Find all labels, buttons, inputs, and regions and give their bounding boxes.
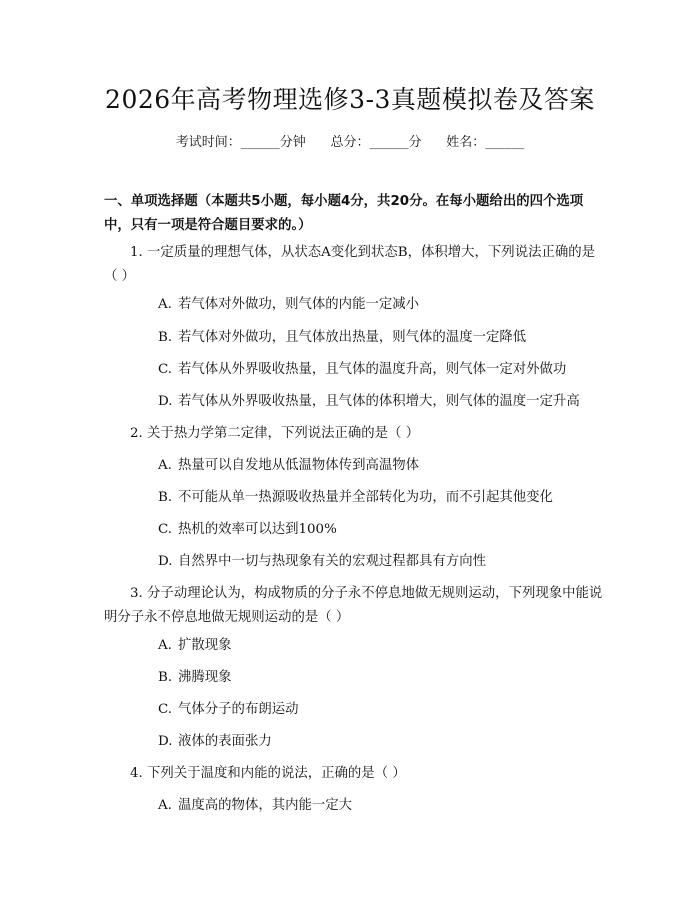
option-text: 气体分子的布朗运动	[178, 702, 299, 717]
option-letter: A.	[158, 798, 172, 813]
option-letter: B.	[158, 330, 173, 345]
exam-title: 2026年高考物理选修3-3真题模拟卷及答案	[105, 85, 595, 114]
option-text: 不可能从单一热源吸收热量并全部转化为功，而不引起其他变化	[178, 490, 553, 505]
question-4-stem: 4. 下列关于温度和内能的说法，正确的是（ ）	[130, 766, 406, 781]
option-text: 若气体对外做功，且气体放出热量，则气体的温度一定降低	[178, 330, 527, 345]
option-text: 热量可以自发地从低温物体传到高温物体	[178, 458, 420, 473]
option-letter: C.	[158, 522, 173, 537]
exam-meta-line: 考试时间：______分钟 总分：______分 姓名：______	[175, 135, 525, 150]
question-1-option-c	[158, 358, 598, 382]
option-text: 自然界中一切与热现象有关的宏观过程都具有方向性	[178, 554, 486, 569]
option-text: 若气体从外界吸收热量，且气体的温度升高，则气体一定对外做功	[178, 362, 567, 377]
option-letter: D.	[158, 554, 173, 569]
section-1-heading: 一、单项选择题（本题共5小题，每小题4分，共20分。在每小题给出的四个选项中，只有一项是符合题目要求的。）	[104, 194, 584, 233]
question-1-option-a	[158, 293, 598, 317]
option-text: 扩散现象	[178, 638, 232, 653]
option-letter: B.	[158, 490, 173, 505]
question-3-stem: 3. 分子动理论认为，构成物质的分子永不停息地做无规则运动，下列现象中能说明分子永不停息地做无规则运动的是（ ）	[104, 586, 603, 625]
question-2-option-b	[158, 486, 598, 510]
question-2-option-a	[158, 454, 598, 478]
option-text: 沸腾现象	[178, 670, 232, 685]
question-2-option-c	[158, 518, 598, 542]
question-2-option-d	[158, 550, 598, 574]
question-3-option-b	[158, 666, 598, 690]
question-3-option-c	[158, 698, 598, 722]
question-3-option-d	[158, 730, 598, 754]
option-letter: A.	[158, 297, 172, 312]
option-letter: A.	[158, 638, 172, 653]
question-1-stem: 1. 一定质量的理想气体，从状态A变化到状态B，体积增大，下列说法正确的是（ ）	[104, 245, 596, 284]
option-letter: D.	[158, 734, 173, 749]
option-letter: C.	[158, 702, 173, 717]
question-1-option-d	[158, 390, 598, 414]
option-letter: A.	[158, 458, 172, 473]
option-text: 热机的效率可以达到100%	[178, 522, 337, 537]
option-text: 若气体对外做功，则气体的内能一定减小	[178, 297, 420, 312]
option-text: 温度高的物体，其内能一定大	[178, 798, 353, 813]
option-text: 若气体从外界吸收热量，且气体的体积增大，则气体的温度一定升高	[178, 394, 580, 409]
option-letter: C.	[158, 362, 173, 377]
question-1-option-b	[158, 326, 598, 350]
option-text: 液体的表面张力	[178, 734, 272, 749]
question-4-option-a	[158, 794, 598, 818]
option-letter: B.	[158, 670, 173, 685]
question-3-option-a	[158, 634, 598, 658]
option-letter: D.	[158, 394, 173, 409]
question-2-stem: 2. 关于热力学第二定律，下列说法正确的是（ ）	[130, 426, 420, 441]
